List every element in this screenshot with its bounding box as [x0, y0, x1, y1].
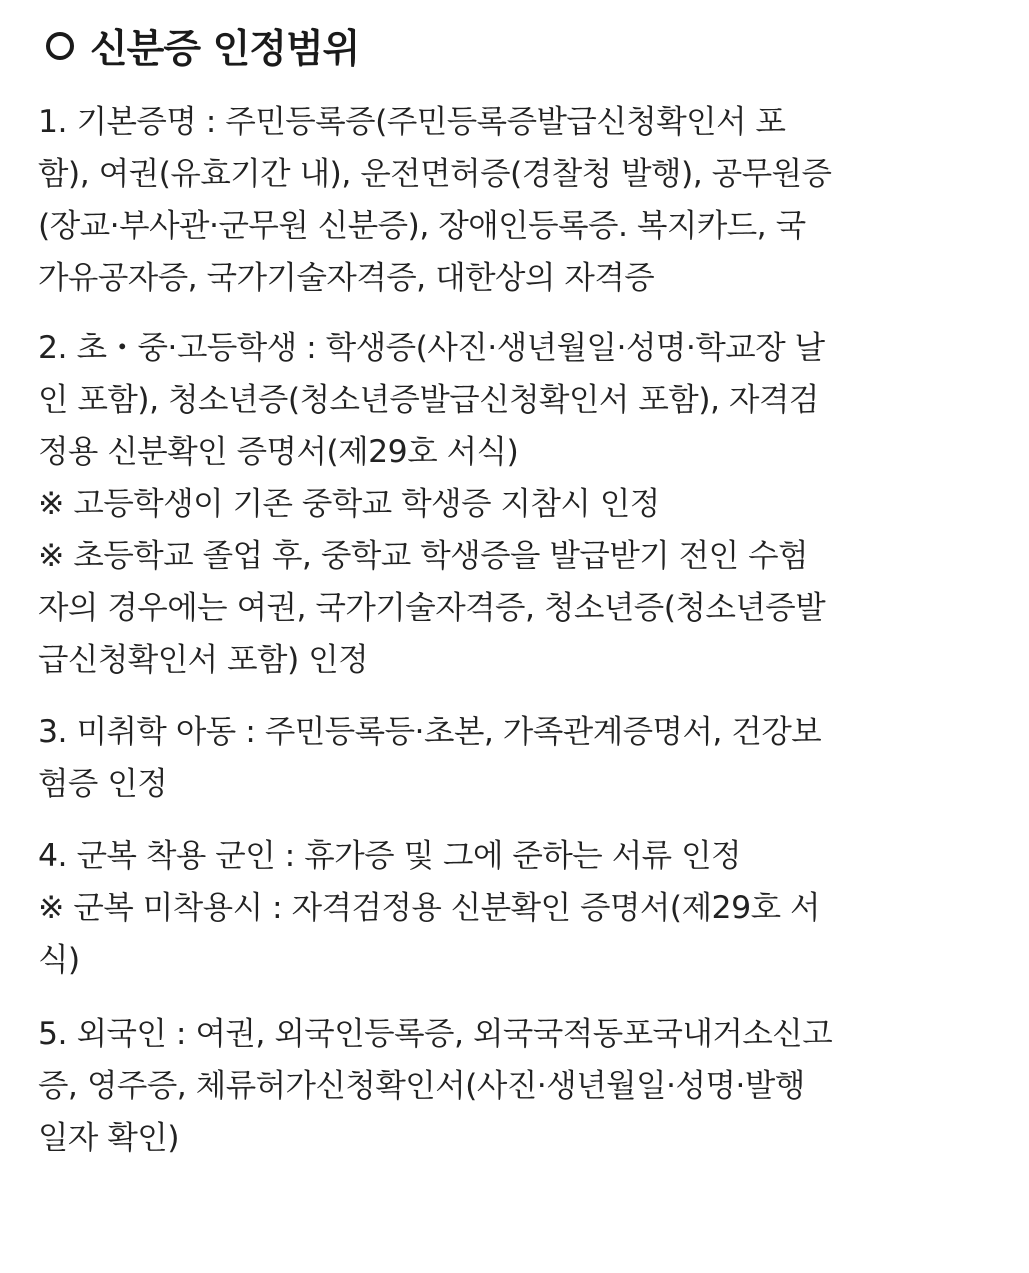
heading-title: 신분증 인정범위	[90, 27, 360, 72]
section-preschool-children	[38, 706, 993, 810]
section-basic-certificate	[38, 96, 993, 304]
section-heading	[38, 18, 993, 74]
section-students	[38, 322, 993, 686]
text-line: (장교·부사관·군무원 신분증), 장애인등록증. 복지카드, 국	[38, 208, 806, 244]
note-line: ※ 초등학교 졸업 후, 중학교 학생증을 발급받기 전인 수험	[38, 538, 808, 574]
text-line: 5. 외국인 : 여권, 외국인등록증, 외국국적동포국내거소신고	[38, 1016, 833, 1052]
text-line: 험증 인정	[38, 766, 168, 802]
text-line: 3. 미취학 아동 : 주민등록등·초본, 가족관계증명서, 건강보	[38, 714, 822, 750]
section-military	[38, 830, 993, 986]
note-line: ※ 군복 미착용시 : 자격검정용 신분확인 증명서(제29호 서	[38, 890, 820, 926]
text-line: 가유공자증, 국가기술자격증, 대한상의 자격증	[38, 260, 655, 296]
section-foreigners	[38, 1008, 993, 1164]
text-line: 정용 신분확인 증명서(제29호 서식)	[38, 434, 519, 470]
text-line: 식)	[38, 942, 80, 978]
note-line: ※ 고등학생이 기존 중학교 학생증 지참시 인정	[38, 486, 660, 522]
text-line: 1. 기본증명 : 주민등록증(주민등록증발급신청확인서 포	[38, 104, 786, 140]
text-line: 인 포함), 청소년증(청소년증발급신청확인서 포함), 자격검	[38, 382, 819, 418]
circle-bullet-icon	[46, 32, 74, 60]
text-line: 함), 여권(유효기간 내), 운전면허증(경찰청 발행), 공무원증	[38, 156, 832, 192]
text-line: 급신청확인서 포함) 인정	[38, 642, 369, 678]
text-line: 자의 경우에는 여권, 국가기술자격증, 청소년증(청소년증발	[38, 590, 826, 626]
text-line: 2. 초・중·고등학생 : 학생증(사진·생년월일·성명·학교장 날	[38, 330, 825, 366]
text-line: 증, 영주증, 체류허가신청확인서(사진·생년월일·성명·발행	[38, 1068, 805, 1104]
text-line: 일자 확인)	[38, 1120, 180, 1156]
text-line: 4. 군복 착용 군인 : 휴가증 및 그에 준하는 서류 인정	[38, 838, 741, 874]
